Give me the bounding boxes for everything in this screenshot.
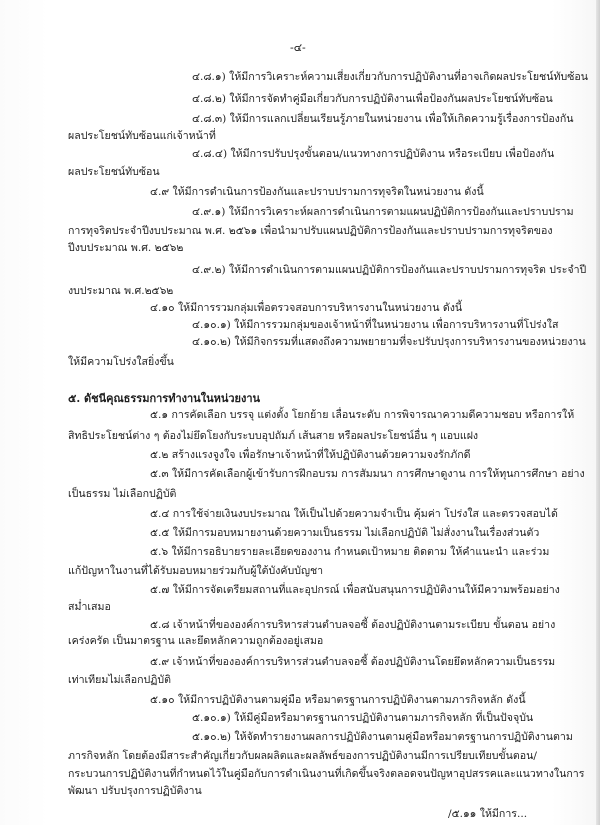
text-line: สม่ำเสมอ [68, 601, 111, 614]
text-line: ๔.๘.๔) ให้มีการปรับปรุงขั้นตอน/แนวทางการปฏิบัติงาน หรือระเบียบ เพื่อป้องกัน [192, 147, 555, 160]
text-line: ๕.๘ เจ้าหน้าที่ขององค์การบริหารส่วนตำบลจอซี้ ต้องปฏิบัติงานตามระเบียบ ขั้นตอน อย่าง [150, 619, 556, 632]
text-line: ๕.๓ ให้มีการคัดเลือกผู้เข้ารับการฝึกอบรม การสัมมนา การศึกษาดูงาน การให้ทุนการศึกษา อย่าง [150, 467, 585, 480]
text-line: ๔.๘.๓) ให้มีการแลกเปลี่ยนเรียนรู้ภายในหน่วยงาน เพื่อให้เกิดความรู้เรื่องการป้องกัน [192, 113, 574, 126]
scan-shadow-edge [596, 0, 600, 825]
text-line: ๔.๘.๑) ให้มีการวิเคราะห์ความเสี่ยงเกี่ยวกับการปฏิบัติงานที่อาจเกิดผลประโยชน์ทับซ้อน [192, 71, 588, 84]
text-line: ให้มีความโปร่งใสยิ่งขึ้น [68, 355, 174, 368]
text-line: ๔.๑๐.๑) ให้มีการรวมกลุ่มของเจ้าหน้าที่ในหน่วยงาน เพื่อการบริหารงานที่โปร่งใส [192, 319, 559, 332]
page-number: -๔- [290, 41, 306, 54]
text-line: ๔.๙.๑) ให้มีการวิเคราะห์ผลการดำเนินการตามแผนปฏิบัติการป้องกันและปราบปราม [192, 205, 574, 218]
text-line: ๕.๕ ให้มีการมอบหมายงานด้วยความเป็นธรรม ไม่เลือกปฏิบัติ ไม่สั่งงานในเรื่องส่วนตัว [150, 527, 540, 540]
text-line: ๔.๘.๒) ให้มีการจัดทำคู่มือเกี่ยวกับการปฏิบัติงานเพื่อป้องกันผลประโยชน์ทับซ้อน [192, 93, 553, 106]
text-line: สิทธิประโยชน์ต่าง ๆ ต้องไม่ยึดโยงกับระบบอุปถัมภ์ เส้นสาย หรือผลประโยชน์อื่น ๆ แอบแฝง [68, 429, 479, 442]
text-line: ๕.๑๐.๑) ให้มีคู่มือหรือมาตรฐานการปฏิบัติงานตามภารกิจหลัก ที่เป็นปัจจุบัน [192, 712, 534, 725]
text-line: ๔.๑๐ ให้มีการรวมกลุ่มเพื่อตรวจสอบการบริหารงานในหน่วยงาน ดังนี้ [150, 302, 463, 315]
text-line: ปีงบประมาณ พ.ศ. ๒๕๖๒ [68, 241, 184, 254]
text-line: ๕.๗ ให้มีการจัดเตรียมสถานที่และอุปกรณ์ เพื่อสนับสนุนการปฏิบัติงานให้มีความพร้อมอย่าง [150, 584, 560, 597]
text-line: ๕.๔ การใช้จ่ายเงินงบประมาณ ให้เป็นไปด้วยความจำเป็น คุ้มค่า โปร่งใส และตรวจสอบได้ [150, 508, 558, 521]
text-line: ๕.๙ เจ้าหน้าที่ขององค์การบริหารส่วนตำบลจอซี้ ต้องปฏิบัติงานโดยยึดหลักความเป็นธรรม [150, 655, 556, 668]
text-line: ๔.๙.๒) ให้มีการดำเนินการตามแผนปฏิบัติการป้องกันและปราบปรามการทุจริต ประจำปี [192, 264, 587, 277]
section-heading: ๕. ดัชนีคุณธรรมการทำงานในหน่วยงาน [68, 391, 261, 405]
text-line: ๕.๖ ให้มีการอธิบายรายละเอียดของงาน กำหนดเป้าหมาย ติดตาม ให้คำแนะนำ และร่วม [150, 546, 550, 559]
text-line: ๔.๙ ให้มีการดำเนินการป้องกันและปราบปรามการทุจริตในหน่วยงาน ดังนี้ [150, 186, 484, 199]
text-line: เคร่งครัด เป็นมาตรฐาน และยึดหลักความถูกต้องอยู่เสมอ [68, 635, 324, 648]
text-line: ๕.๑๐.๒) ให้จัดทำรายงานผลการปฏิบัติงานตามคู่มือหรือมาตรฐานการปฏิบัติงานตาม [192, 731, 573, 743]
page-continuation-marker: /๕.๑๑ ให้มีการ... [448, 807, 528, 820]
text-line: ๕.๑๐ ให้มีการปฏิบัติงานตามคู่มือ หรือมาตรฐานการปฏิบัติงานตามภารกิจหลัก ดังนี้ [150, 693, 526, 706]
text-line: ๕.๑ การคัดเลือก บรรจุ แต่งตั้ง โยกย้าย เลื่อนระดับ การพิจารณาความดีความชอบ หรือการให้ [150, 408, 575, 421]
text-line: ๕.๒ สร้างแรงจูงใจ เพื่อรักษาเจ้าหน้าที่ให้ปฏิบัติงานด้วยความจงรักภักดี [150, 449, 471, 461]
text-line: กระบวนการปฏิบัติงานที่กำหนดไว้ในคู่มือกับการดำเนินงานที่เกิดขึ้นจริงตลอดจนปัญหาอุปสรรคและแนวทางในการ [68, 767, 585, 780]
text-line: เท่าเทียมไม่เลือกปฏิบัติ [68, 674, 171, 687]
text-line: เป็นธรรม ไม่เลือกปฏิบัติ [68, 487, 177, 500]
text-line: แก้ปัญหาในงานที่ได้รับมอบหมายร่วมกับผู้ใต้บังคับบัญชา [68, 564, 324, 577]
text-line: ภารกิจหลัก โดยต้องมีสาระสำคัญเกี่ยวกับผลผลิตและผลลัพธ์ของการปฏิบัติงานมีการเปรียบเทียบขั้นตอน/ [68, 749, 537, 762]
text-line: ๔.๑๐.๒) ให้มีกิจกรรมที่แสดงถึงความพยายามที่จะปรับปรุงการบริหารงานของหน่วยงาน [192, 336, 586, 349]
text-line: ผลประโยชน์ทับซ้อนแก่เจ้าหน้าที่ [68, 129, 216, 142]
text-line: พัฒนา ปรับปรุงการปฏิบัติงาน [68, 785, 202, 798]
text-line: การทุจริตประจำปีงบประมาณ พ.ศ. ๒๕๖๑ เพื่อนำมาปรับแผนปฏิบัติการป้องกันและปราบปรามการทุจริตของ [68, 225, 553, 238]
text-line: งบประมาณ พ.ศ.๒๕๖๒ [68, 285, 174, 298]
text-line: ผลประโยชน์ทับซ้อน [68, 166, 160, 179]
